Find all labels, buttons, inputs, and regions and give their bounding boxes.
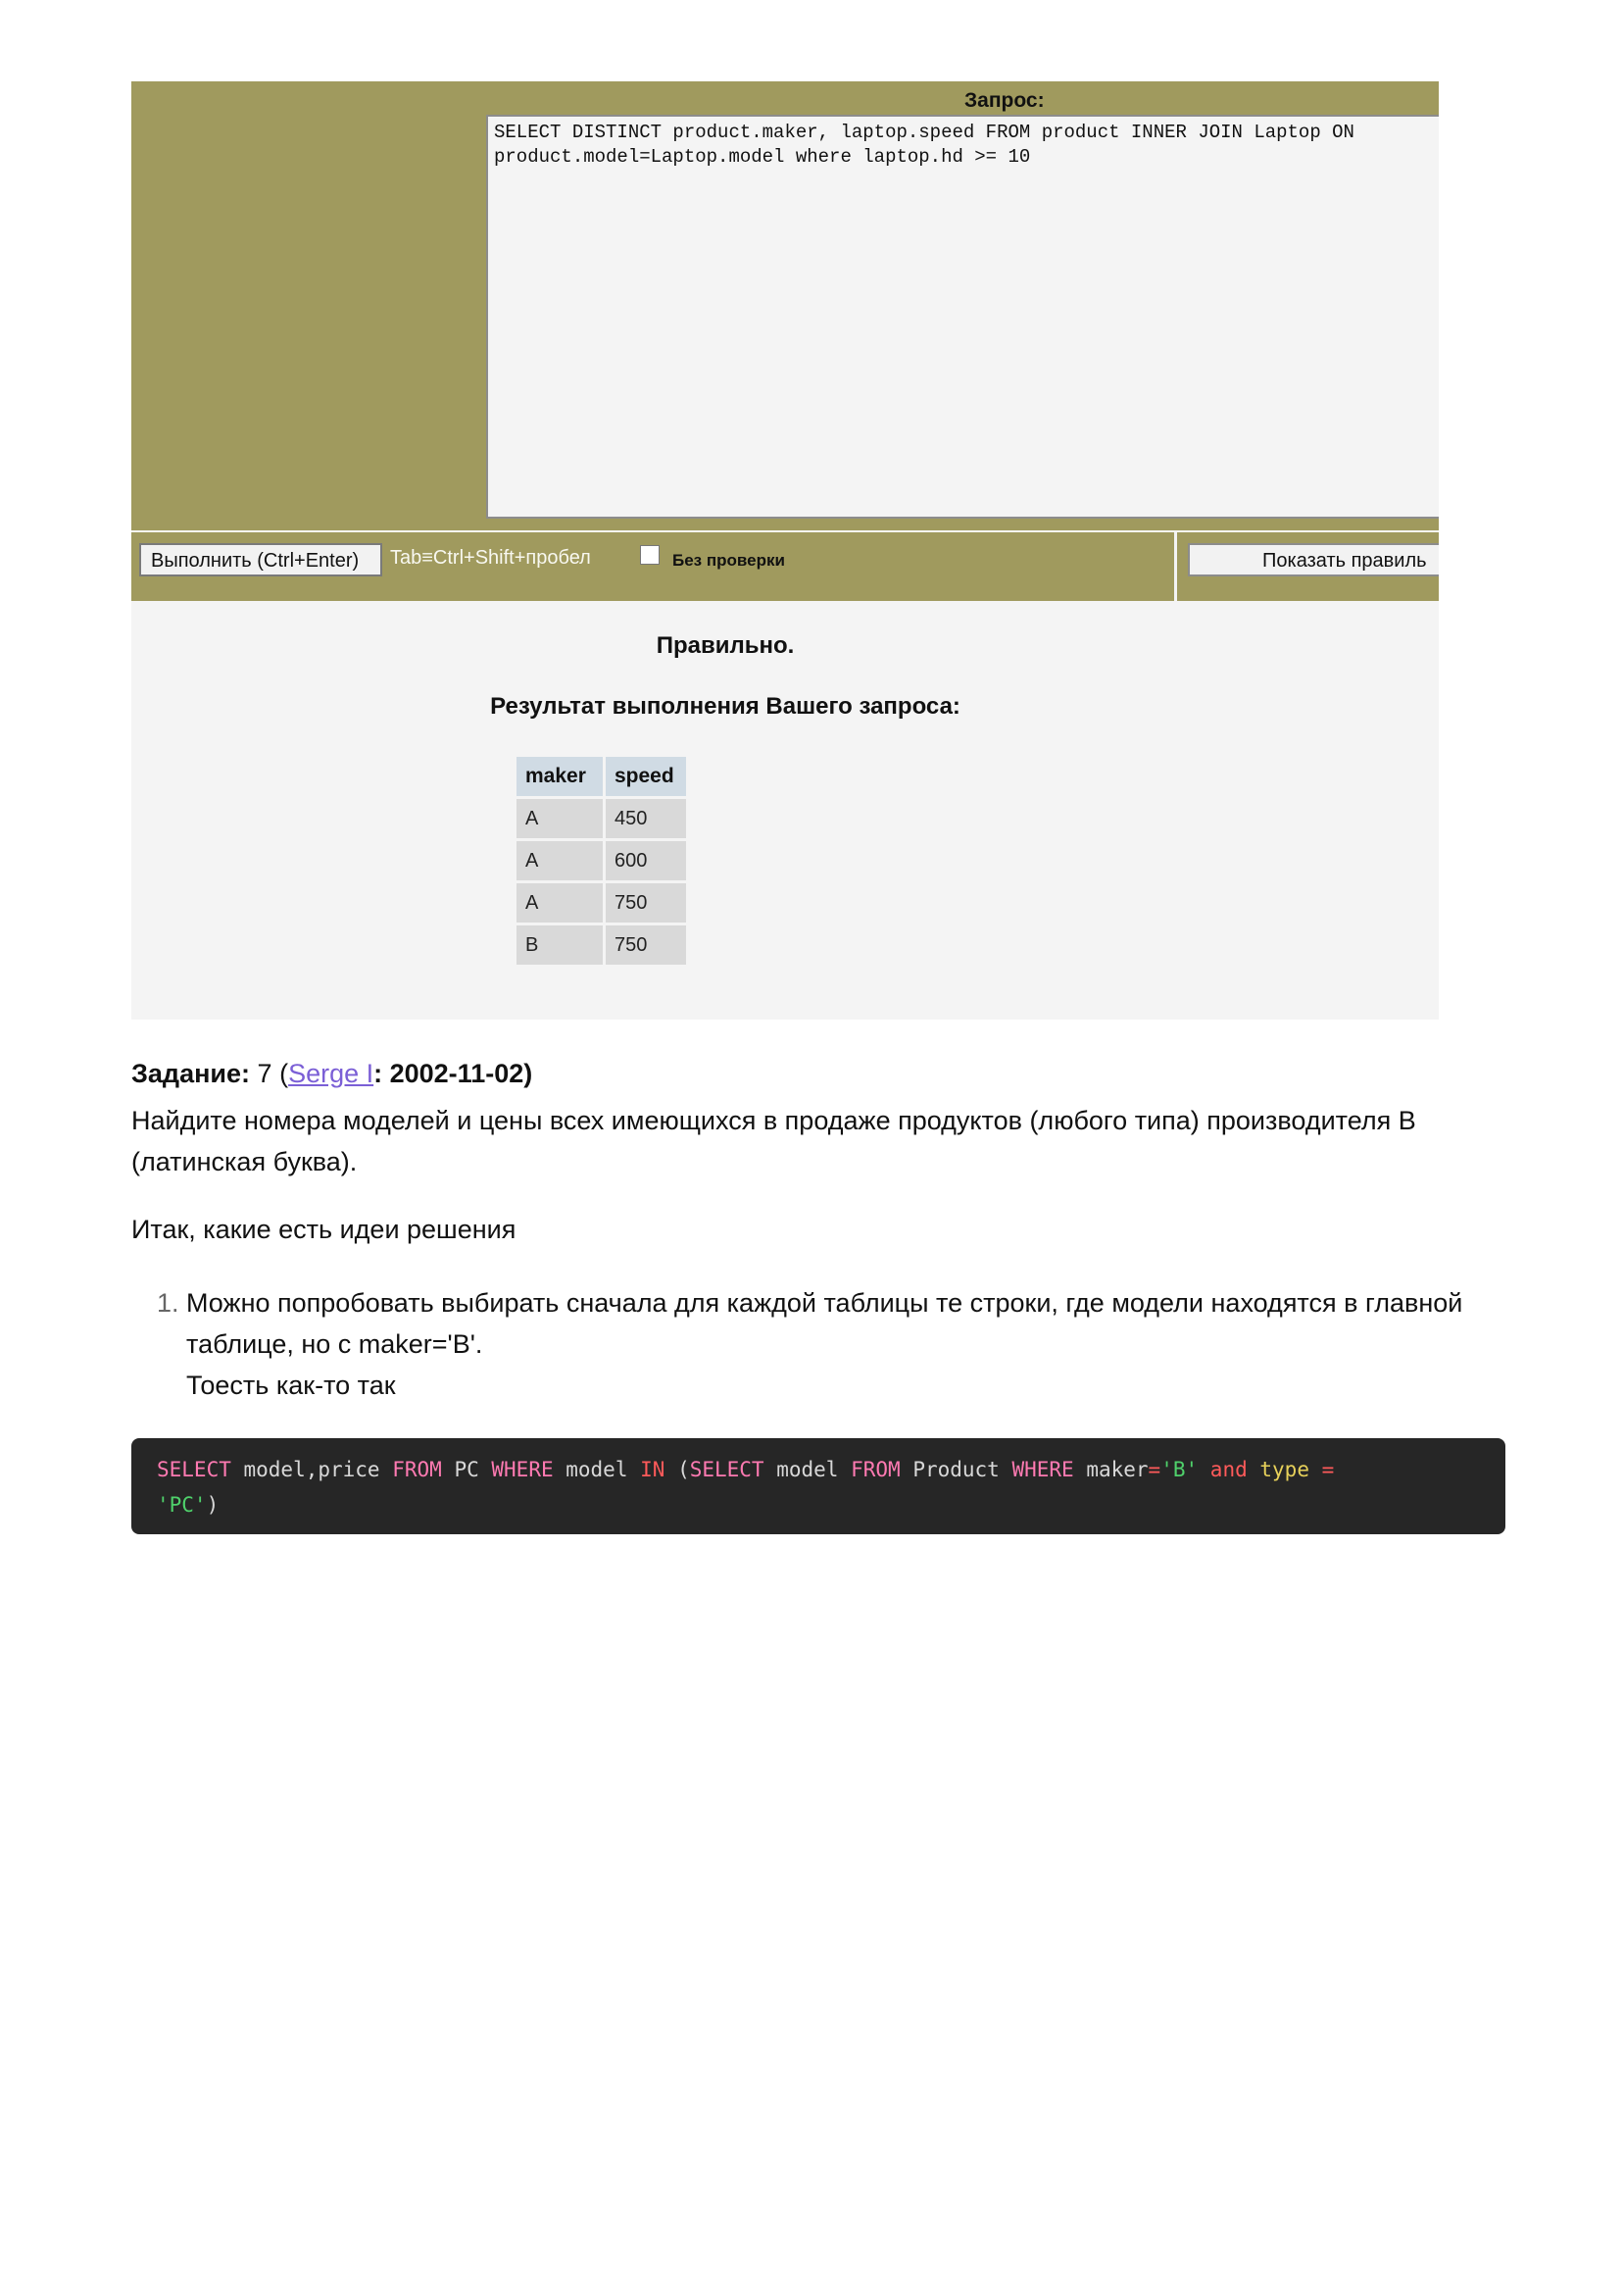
code-token: and: [1209, 1458, 1248, 1481]
no-check-checkbox[interactable]: [640, 545, 660, 565]
code-token: [1248, 1458, 1260, 1481]
code-block: [131, 1438, 1505, 1534]
code-token: SELECT: [689, 1458, 764, 1481]
code-token: =: [1148, 1458, 1161, 1481]
code-token: WHERE: [491, 1458, 554, 1481]
code-token: type: [1259, 1458, 1309, 1481]
result-title: Результат выполнения Вашего запроса:: [490, 693, 960, 720]
task-description: Найдите номера моделей и цены всех имеющихся в продаже продуктов (любого типа) производителя B (латинская буква).: [131, 1106, 1416, 1176]
show-answer-button[interactable]: Показать правиль: [1188, 543, 1439, 576]
list-marker: 1.: [157, 1288, 179, 1318]
table-cell: B: [516, 925, 603, 965]
column-header-maker: maker: [516, 757, 603, 796]
table-cell: A: [516, 841, 603, 880]
result-table: [514, 754, 689, 968]
task-number: 7: [257, 1059, 272, 1088]
task-date: : 2002-11-02): [373, 1059, 533, 1088]
table-row: [516, 883, 686, 923]
code-token: [1198, 1458, 1210, 1481]
toolbar-divider: [1174, 532, 1177, 601]
list-item-text: Можно попробовать выбирать сначала для каждой таблицы те строки, где модели находятся в главной таблице, но с maker='B'.: [186, 1288, 1463, 1359]
no-check-label: Без проверки: [672, 551, 785, 570]
code-token: maker: [1073, 1458, 1149, 1481]
code-token: IN: [640, 1458, 665, 1481]
code-token: FROM: [851, 1458, 901, 1481]
result-status: Правильно.: [656, 632, 795, 659]
code-token: model: [763, 1458, 852, 1481]
code-token: model: [553, 1458, 641, 1481]
query-text[interactable]: SELECT DISTINCT product.maker, laptop.speed FROM product INNER JOIN Laptop ON product.model=Laptop.model where laptop.hd >= 10: [494, 122, 1354, 168]
run-button[interactable]: Выполнить (Ctrl+Enter): [139, 543, 382, 576]
ideas-list: [157, 1282, 1470, 1406]
ideas-intro: Итак, какие есть идеи решения: [131, 1215, 516, 1244]
table-row: [516, 841, 686, 880]
query-panel: [131, 81, 1439, 530]
code-token: WHERE: [1011, 1458, 1074, 1481]
query-label: Запрос:: [964, 89, 1045, 112]
table-cell: 450: [606, 799, 686, 838]
code-token: SELECT: [157, 1458, 231, 1481]
task-heading: [131, 1059, 532, 1089]
table-row: [516, 799, 686, 838]
list-item-note: Тоесть как-то так: [186, 1371, 396, 1400]
code-text: [157, 1452, 1480, 1522]
table-row: [516, 925, 686, 965]
table-cell: 750: [606, 925, 686, 965]
table-cell: 750: [606, 883, 686, 923]
code-token: 'B': [1160, 1458, 1199, 1481]
author-link[interactable]: Serge I: [288, 1059, 374, 1088]
code-token: Product: [900, 1458, 1012, 1481]
table-cell: A: [516, 883, 603, 923]
code-token: =: [1321, 1458, 1335, 1481]
code-token: FROM: [392, 1458, 442, 1481]
query-toolbar: [131, 532, 1439, 601]
table-header-row: [516, 757, 686, 796]
code-token: PC: [441, 1458, 492, 1481]
list-item: [157, 1282, 1470, 1406]
task-label: Задание:: [131, 1059, 250, 1088]
code-token: [1309, 1458, 1322, 1481]
task-open-paren: (: [279, 1059, 289, 1088]
tab-hint: Tab≡Ctrl+Shift+пробел: [390, 547, 591, 569]
sql-exercise-screenshot: [131, 81, 1439, 1020]
code-token: 'PC': [157, 1493, 207, 1517]
table-cell: A: [516, 799, 603, 838]
code-token: (: [664, 1458, 690, 1481]
code-token: model,price: [230, 1458, 393, 1481]
column-header-speed: speed: [606, 757, 686, 796]
table-cell: 600: [606, 841, 686, 880]
code-token: ): [206, 1493, 220, 1517]
query-textarea[interactable]: [486, 115, 1439, 519]
